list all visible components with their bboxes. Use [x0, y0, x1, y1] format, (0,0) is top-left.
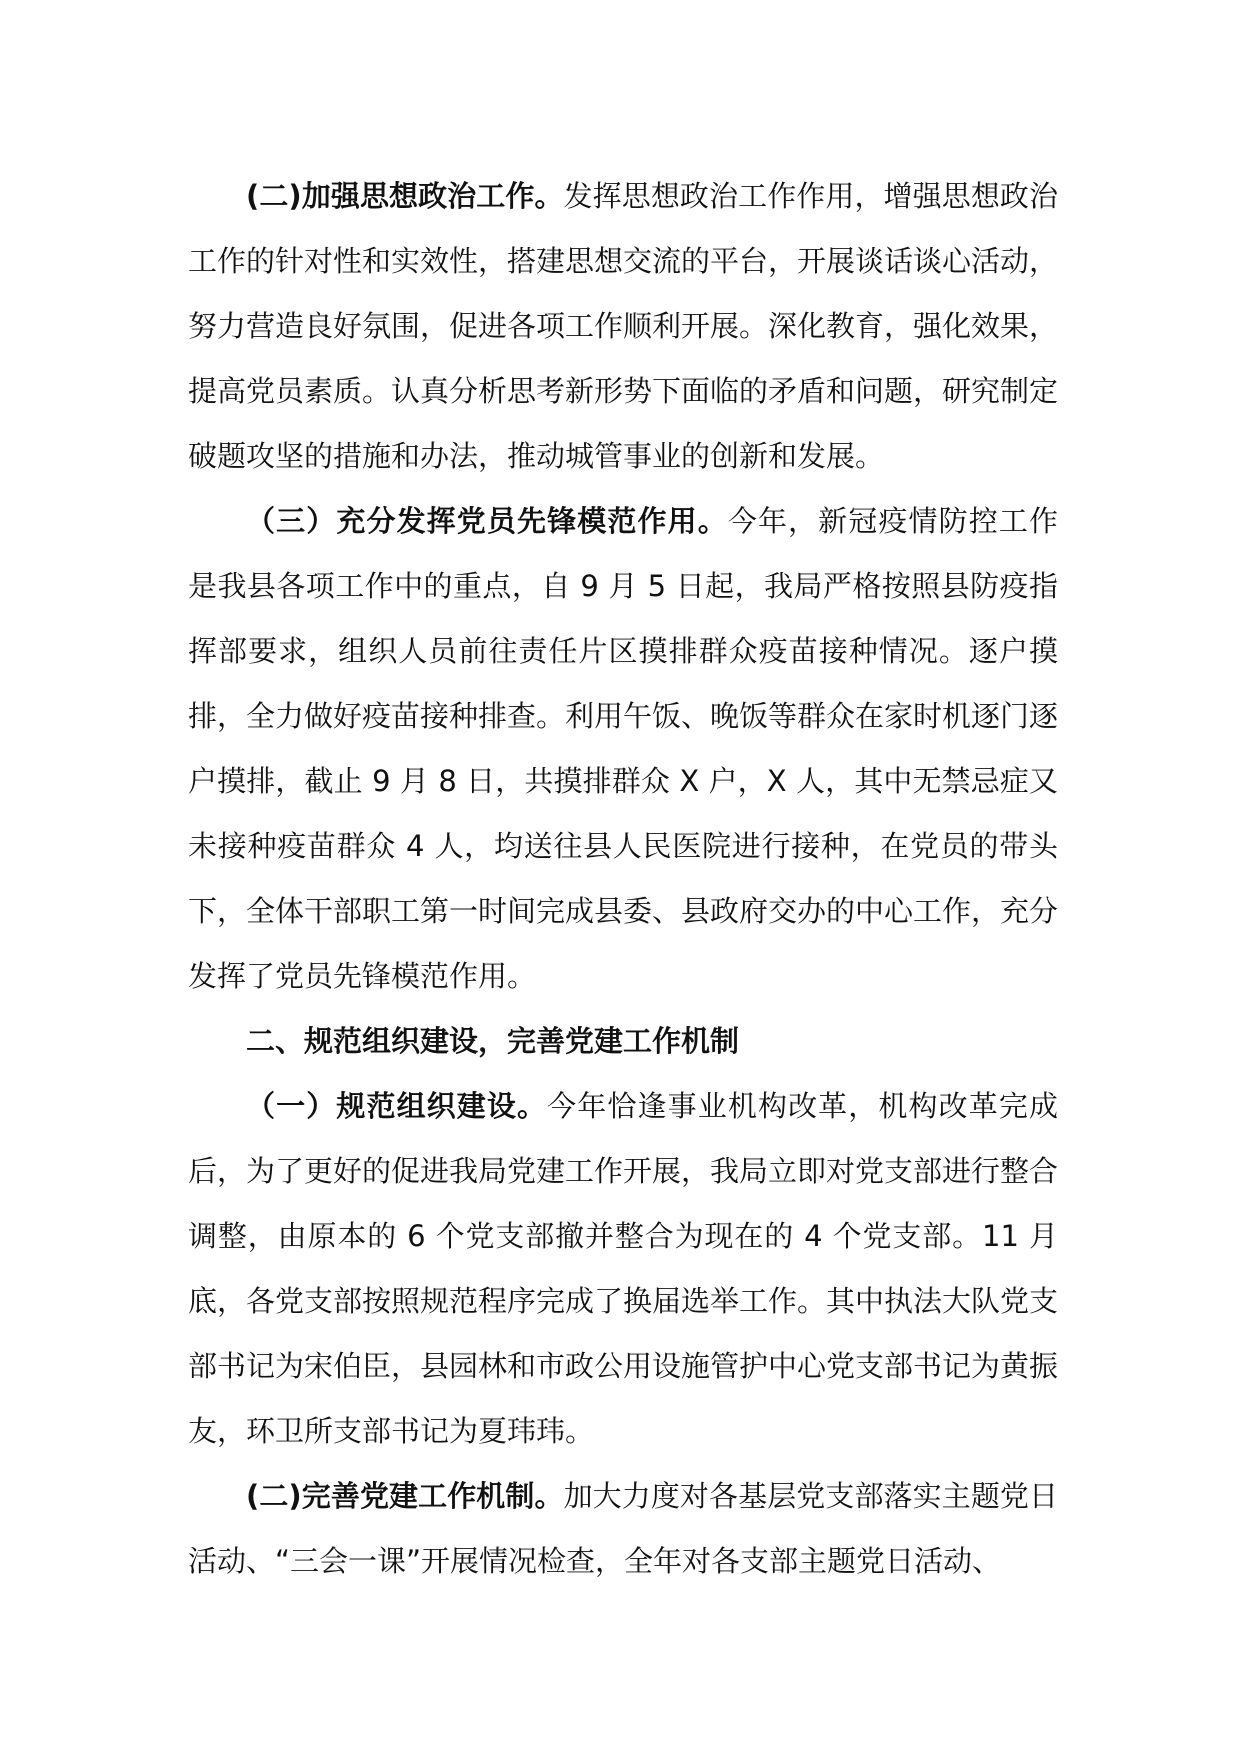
paragraph-text: 今年恰逢事业机构改革，机构改革完成后，为了更好的促进我局党建工作开展，我局立即对党支部进行整合调整，由原本的 6 个党支部撤并整合为现在的 4 个党支部。11 月底，各党支部按照规范程序完成了换届选举工作。其中执法大队党支部书记为宋伯臣，县园林和市政公用设施管护中心党支部书记为黄振友，环卫所支部书记为夏玮玮。 [188, 1089, 1059, 1448]
paragraph-mechanism [188, 1464, 1058, 1594]
paragraph-vanguard-role [188, 489, 1058, 1009]
paragraph-text: 今年，新冠疫情防控工作是我县各项工作中的重点，自 9 月 5 日起，我局严格按照县防疫指挥部要求，组织人员前往责任片区摸排群众疫苗接种情况。逐户摸排，全力做好疫苗接种排查。利用午饭、晚饭等群众在家时机逐门逐户摸排，截止 9 月 8 日，共摸排群众 X 户，X 人，其中无禁忌症又未接种疫苗群众 4 人，均送往县人民医院进行接种，在党员的带头下，全体干部职工第一时间完成县委、县政府交办的中心工作，充分发挥了党员先锋模范作用。 [188, 504, 1059, 993]
paragraph-lead: (二)加强思想政治工作。 [246, 179, 564, 213]
paragraph-lead: （三）充分发挥党员先锋模范作用。 [246, 504, 728, 538]
section-heading: 二、规范组织建设，完善党建工作机制 [246, 1024, 740, 1058]
paragraph-thought-work [188, 164, 1058, 489]
paragraph-text: 发挥思想政治工作作用，增强思想政治工作的针对性和实效性，搭建思想交流的平台，开展谈话谈心活动，努力营造良好氛围，促进各项工作顺利开展。深化教育，强化效果，提高党员素质。认真分析思考新形势下面临的矛盾和问题，研究制定破题攻坚的措施和办法，推动城管事业的创新和发展。 [188, 179, 1059, 473]
paragraph-lead: (二)完善党建工作机制。 [246, 1479, 564, 1513]
paragraph-organization [188, 1074, 1058, 1464]
paragraph-lead: （一）规范组织建设。 [246, 1089, 548, 1123]
paragraph-text: 加大力度对各基层党支部落实主题党日活动、“三会一课”开展情况检查，全年对各支部主题党日活动、 [188, 1479, 1058, 1578]
document-page [188, 164, 1058, 1594]
